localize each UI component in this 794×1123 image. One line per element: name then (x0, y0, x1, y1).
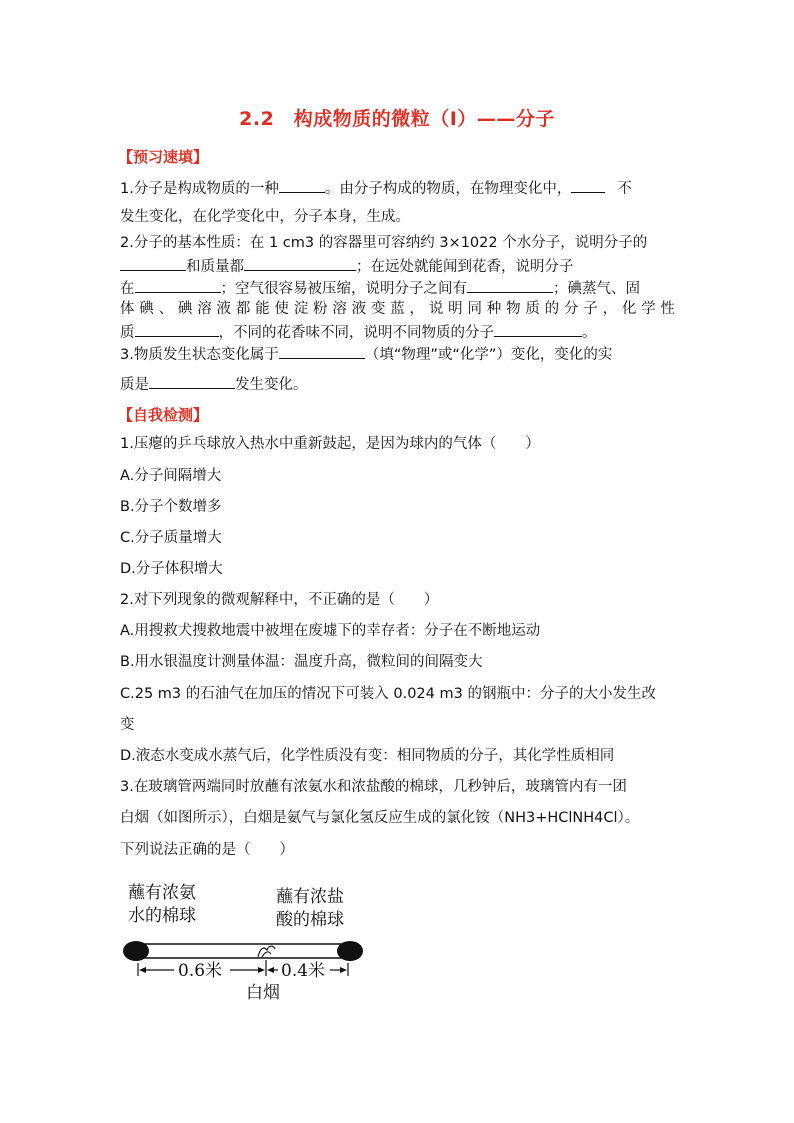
preview-q2-text-c: ；在远处就能闻到花香，说明分子 (356, 259, 574, 275)
answer-blank[interactable] (135, 321, 219, 337)
right-label-line2: 酸的棉球 (276, 910, 344, 930)
question-1-option-a: A.分子间隔增大 (120, 468, 222, 484)
preview-q2-text-d: 在 (120, 281, 135, 297)
question-2: 2.对下列现象的微观解释中，不正确的是（ ） (120, 592, 439, 608)
answer-blank[interactable] (244, 255, 356, 271)
question-3-line2: 白烟（如图所示），白烟是氨气与氯化氢反应生成的氯化铵（NH3+HClNH4Cl）。 (120, 810, 640, 826)
preview-q2-line1: 2.分子的基本性质：在 1 cm3 的容器里可容纳约 3×1022 个水分子，说明分子的 (120, 235, 648, 251)
preview-q2-text-j: 。 (582, 325, 597, 341)
right-distance-label: 0.4米 (281, 961, 326, 981)
preview-q3-text-c: 质是 (120, 377, 149, 393)
section-preview-heading: 【预习速填】 (118, 148, 209, 166)
page-title: 2.2 构成物质的微粒（I）——分子 (239, 108, 555, 130)
question-1-option-b: B.分子个数增多 (120, 499, 222, 515)
left-label-line1: 蘸有浓氨 (128, 883, 196, 903)
white-smoke-label: 白烟 (246, 983, 280, 1003)
answer-blank[interactable] (149, 373, 235, 389)
answer-blank[interactable] (571, 177, 605, 193)
preview-q2-text-f: ；碘蒸气、固 (553, 281, 640, 297)
question-1: 1.压瘪的乒乓球放入热水中重新鼓起，是因为球内的气体（ ） (120, 436, 540, 452)
glass-tube-diagram (118, 876, 368, 1006)
section-self-check-heading: 【自我检测】 (118, 406, 209, 424)
preview-q2-line3 (120, 277, 640, 299)
question-2-option-b: B.用水银温度计测量体温：温度升高，微粒间的间隔变大 (120, 654, 483, 670)
question-3-line3: 下列说法正确的是（ ） (120, 842, 294, 858)
preview-q2-text-h: 质 (120, 325, 135, 341)
question-3-line1: 3.在玻璃管两端同时放蘸有浓氨水和浓盐酸的棉球，几秒钟后，玻璃管内有一团 (120, 779, 627, 795)
left-distance-label: 0.6米 (178, 961, 223, 981)
preview-q2-line5 (120, 321, 597, 343)
question-2-option-d: D.液态水变成水蒸气后，化学性质没有变：相同物质的分子，其化学性质相同 (120, 748, 615, 764)
arrowhead-right-end (340, 967, 347, 973)
preview-q2-text-i: ，不同的花香味不同，说明不同物质的分子 (218, 325, 494, 341)
arrowhead-left-start (139, 967, 146, 973)
answer-blank[interactable] (279, 177, 325, 193)
preview-q2-line2 (120, 255, 574, 277)
preview-q1-text-b: 。由分子构成的物质，在物理变化中， (324, 181, 572, 197)
left-label-line2: 水的棉球 (128, 906, 196, 926)
preview-q1-line1 (120, 177, 632, 199)
preview-q2-text-e: ；空气很容易被压缩，说明分子之间有 (220, 281, 467, 297)
question-1-option-d: D.分子体积增大 (120, 561, 223, 577)
preview-q1-text-a: 1.分子是构成物质的一种 (120, 181, 279, 197)
answer-blank[interactable] (120, 255, 186, 271)
left-cotton-ball (123, 941, 149, 961)
right-label-line1: 蘸有浓盐 (276, 887, 344, 907)
question-1-option-c: C.分子质量增大 (120, 530, 222, 546)
right-cotton-ball (337, 941, 363, 961)
question-2-option-a: A.用搜救犬搜救地震中被埋在废墟下的幸存者：分子在不断地运动 (120, 623, 541, 639)
white-smoke-mark (258, 946, 275, 957)
preview-q1-line2: 发生变化，在化学变化中，分子本身，生成。 (120, 209, 410, 225)
preview-q2-line4: 体碘、碘溶液都能使淀粉溶液变蓝，说明同种物质的分子，化学性 (120, 301, 675, 317)
preview-q2-text-b: 和质量都 (186, 259, 244, 275)
question-2-option-c: C.25 m3 的石油气在加压的情况下可装入 0.024 m3 的钢瓶中：分子的大小发生改 (120, 686, 656, 702)
answer-blank[interactable] (279, 343, 365, 359)
preview-q1-text-c: 不 (617, 181, 632, 197)
question-2-option-c-cont: 变 (120, 717, 135, 733)
arrowhead-left-end (258, 967, 265, 973)
answer-blank[interactable] (135, 277, 221, 293)
preview-q3-text-d: 发生变化。 (235, 377, 308, 393)
answer-blank[interactable] (467, 277, 553, 293)
preview-q3-text-a: 3.物质发生状态变化属于 (120, 347, 279, 363)
preview-q3-text-b: （填“物理”或“化学”）变化，变化的实 (364, 347, 613, 363)
preview-q3-line2 (120, 373, 308, 395)
arrowhead-right-start (267, 967, 274, 973)
answer-blank[interactable] (494, 321, 582, 337)
preview-q3-line1 (120, 343, 612, 365)
